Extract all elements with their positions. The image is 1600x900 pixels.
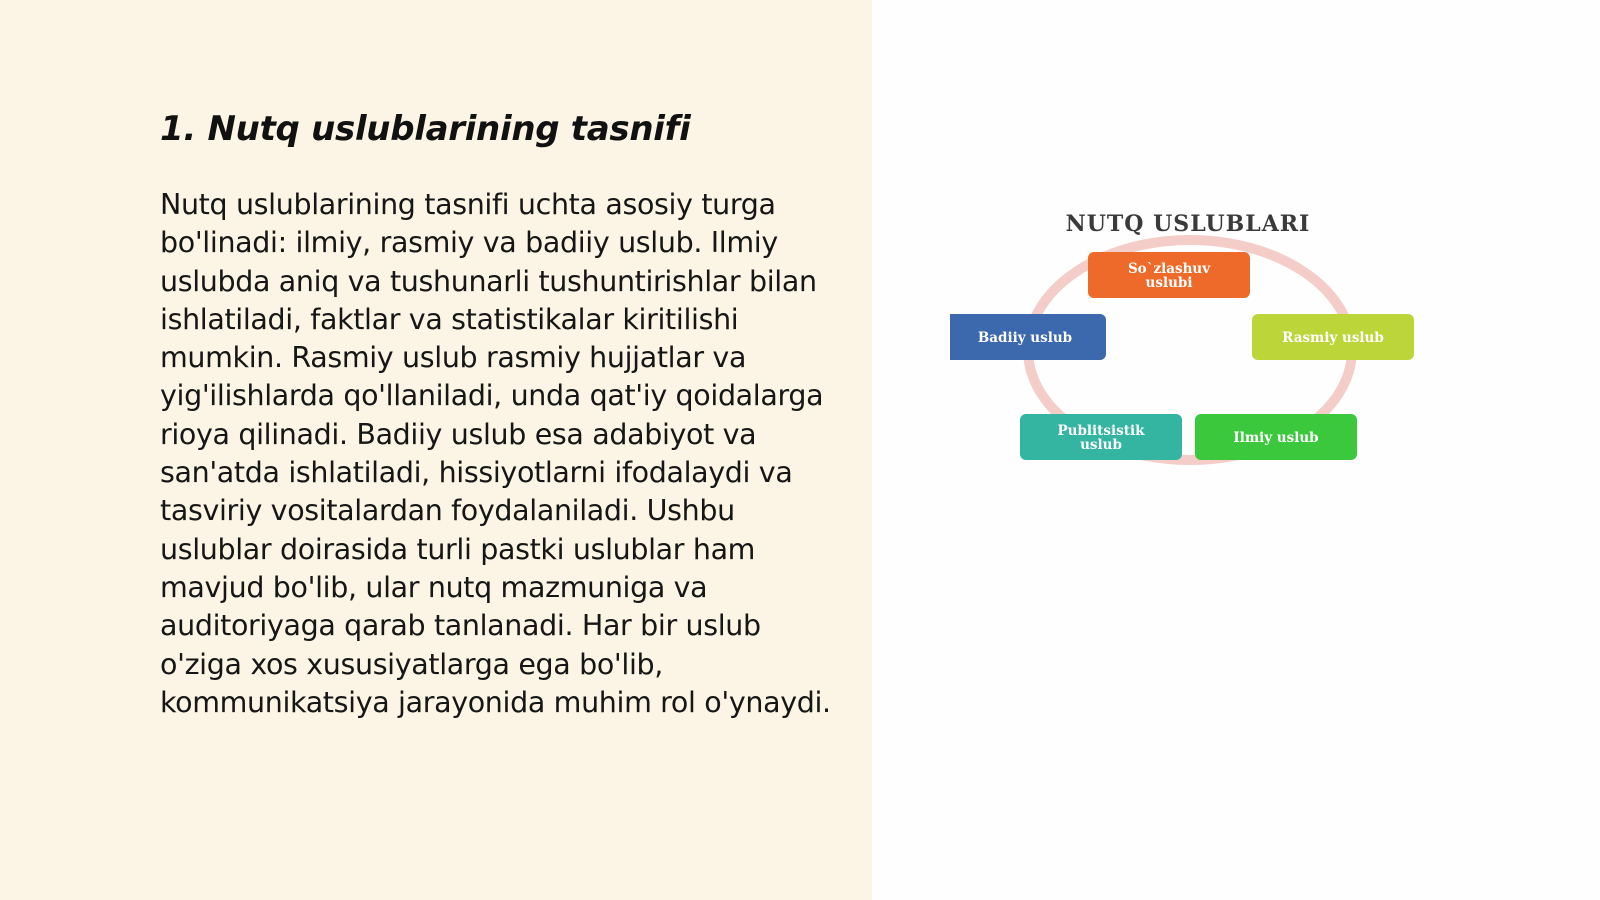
node-ilmiy	[1195, 414, 1357, 460]
node-rasmiy-line: Rasmiy uslub	[1282, 330, 1384, 346]
node-badiiy	[950, 314, 1106, 360]
node-badiiy-line: Badiiy uslub	[977, 330, 1073, 346]
slide-title: 1. Nutq uslublarining tasnifi	[160, 109, 691, 149]
diagram-canvas	[950, 200, 1430, 490]
node-ilmiy-line: Ilmiy uslub	[1233, 430, 1319, 446]
slide-body-text: Nutq uslublarining tasnifi uchta asosiy turga bo'linadi: ilmiy, rasmiy va badiiy uslub. Ilmiy uslubda aniq va tushunarli tushuntirishlar bilan ishlatiladi, faktlar va statistikalar kiritilishi mumkin. Rasmiy uslub rasmiy hujjatlar va yig'ilishlarda qo'llaniladi, unda qat'iy qoidalarga rioya qilinadi. Badiiy uslub esa adabiyot va san'atda ishlatiladi, hissiyotlarni ifodalaydi va tasviriy vositalardan foydalaniladi. Ushbu uslublar doirasida turli pastki uslublar ham mavjud bo'lib, ular nutq mazmuniga va auditoriyaga qarab tanlanadi. Har bir uslub o'ziga xos xususiyatlarga ega bo'lib, kommunikatsiya jarayonida muhim rol o'ynaydi.	[160, 188, 831, 719]
node-publitsistik-line: uslub	[1080, 437, 1122, 453]
node-sozlashuv-line: uslubi	[1145, 275, 1193, 291]
diagram-nodes	[950, 252, 1414, 460]
node-badiiy-label	[978, 330, 1072, 346]
nutq-uslublari-diagram	[950, 200, 1430, 490]
node-publitsistik	[1020, 414, 1182, 460]
node-sozlashuv-line: So`zlashuv	[1127, 261, 1211, 277]
node-rasmiy-label	[1282, 330, 1384, 346]
node-sozlashuv	[1088, 252, 1250, 298]
node-publitsistik-line: Publitsistik	[1057, 423, 1145, 439]
node-ilmiy-label	[1233, 430, 1318, 446]
node-rasmiy	[1252, 314, 1414, 360]
diagram-title: NUTQ USLUBLARI	[1065, 211, 1311, 237]
